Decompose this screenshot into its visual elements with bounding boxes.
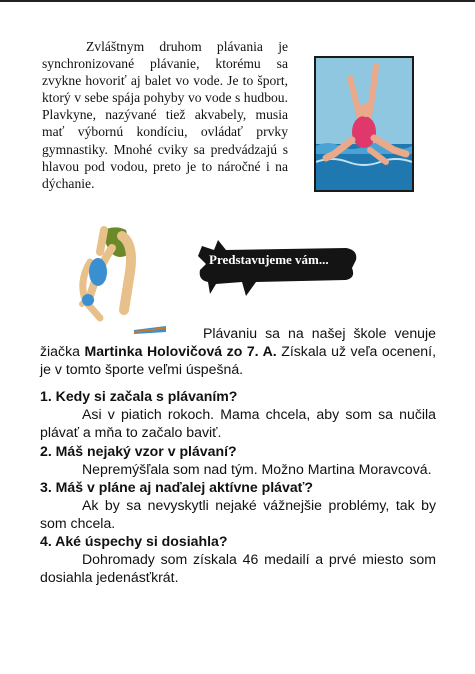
- answer-2: Nepremýšľala som nad tým. Možno Martina Moravcová.: [82, 460, 432, 477]
- answer-1: Asi v piatich rokoch. Mama chcela, aby som sa nučila plávať a mňa to začalo baviť.: [40, 406, 436, 441]
- top-border-line: [0, 0, 475, 2]
- question-3: 3. Máš v pláne aj naďalej aktívne plávať?: [40, 478, 314, 495]
- lead-text-end: Získala už veľa ocenení, je v tomto športe veľmi úspešná.: [40, 343, 436, 378]
- banner-speech-bubble: [196, 238, 358, 298]
- lead-paragraph: [40, 324, 436, 378]
- answer-4: Dohromady som získala 46 medailí a prvé miesto som dosiahla jedenásťkrát.: [40, 551, 436, 586]
- student-name: Martinka Holovičová zo 7. A.: [84, 343, 277, 360]
- interview-content: [40, 324, 436, 586]
- question-4: 4. Aké úspechy si dosiahla?: [40, 533, 228, 550]
- question-2: 2. Máš nejaký vzor v plávaní?: [40, 442, 237, 459]
- synchronized-swimming-photo: [314, 56, 414, 192]
- answer-3: Ak by sa nevyskytli nejaké vážnejšie problémy, tak by som chcela.: [40, 496, 436, 531]
- banner-text: Predstavujeme vám...: [209, 252, 329, 267]
- intro-paragraph: Zvláštnym druhom plávania je synchronizované plávanie, ktorému sa zvykne hovoriť aj balet vo vode. Je to šport, ktorý v sebe spája pohyby vo vode s hudbou. Plavkyne, nazývané tiež akvabely, musia mať výbornú kondíciu, ovládať prvky gymnastiky. Mnohé cviky sa predvádzajú s hlavou pod vodou, preto je to náročné i na dýchanie.: [42, 39, 288, 191]
- lead-text-start: Plávaniu sa na našej škole venuje žiačka: [40, 325, 436, 360]
- diver-illustration: [60, 222, 170, 336]
- question-1: 1. Kedy si začala s plávaním?: [40, 388, 238, 405]
